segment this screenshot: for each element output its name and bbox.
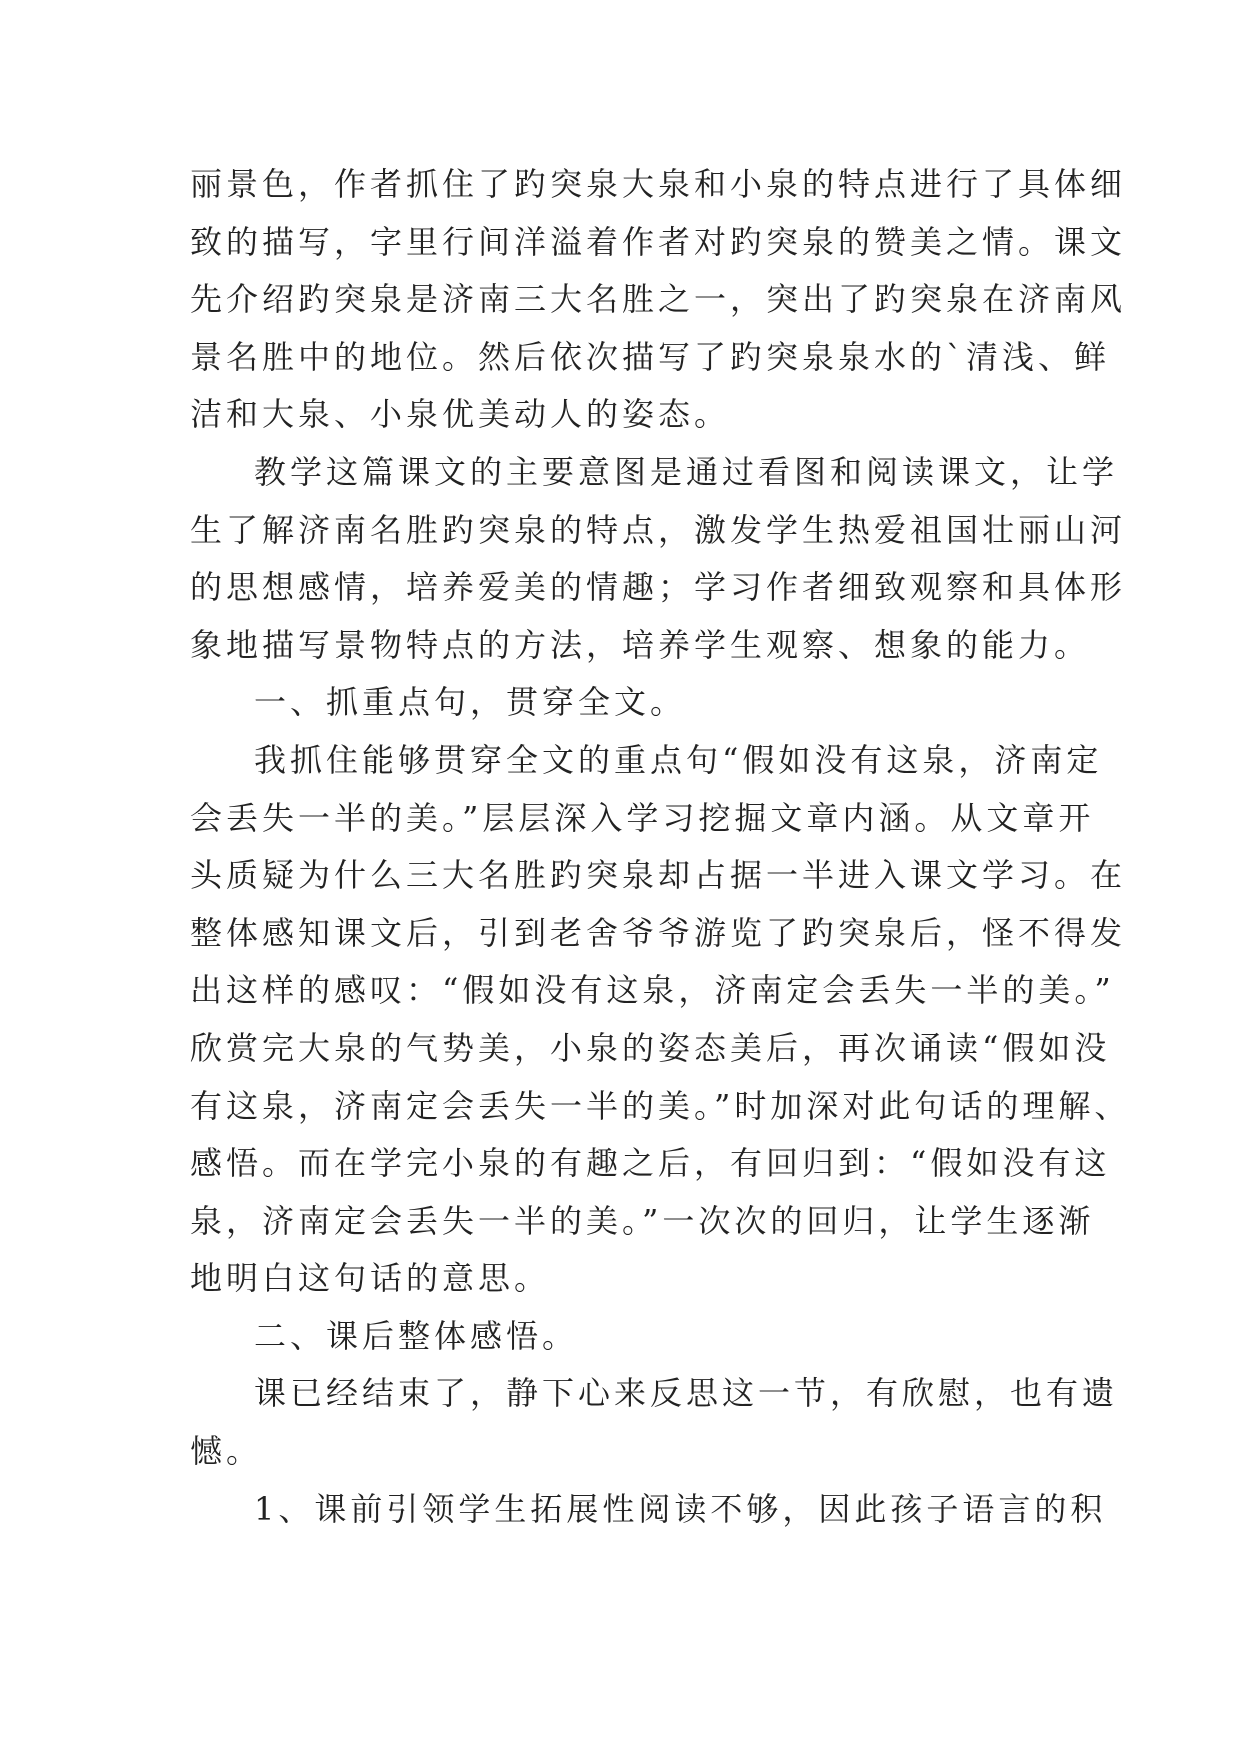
text-line: 的思想感情，培养爱美的情趣；学习作者细致观察和具体形: [190, 568, 1127, 607]
text-line: 有这泉，济南定会丢失一半的美。”时加深对此句话的理解、: [190, 1086, 1131, 1125]
text-line: 头质疑为什么三大名胜趵突泉却占据一半进入课文学习。在: [190, 856, 1127, 895]
text-line: 丽景色，作者抓住了趵突泉大泉和小泉的特点进行了具体细: [190, 165, 1127, 203]
text-line: 感悟。而在学完小泉的有趣之后，有回归到：“假如没有这: [190, 1144, 1111, 1183]
section-heading: 二、课后整体感悟。: [254, 1316, 579, 1355]
text-line: 洁和大泉、小泉优美动人的姿态。: [190, 395, 731, 434]
text-line: 出这样的感叹：“假如没有这泉，济南定会丢失一半的美。”: [190, 971, 1115, 1010]
text-line: 会丢失一半的美。”层层深入学习挖掘文章内涵。从文章开: [190, 798, 1095, 837]
text-line: 致的描写，字里行间洋溢着作者对趵突泉的赞美之情。课文: [190, 222, 1127, 261]
text-line: 课已经结束了，静下心来反思这一节，有欣慰，也有遗: [254, 1374, 1119, 1413]
text-line: 先介绍趵突泉是济南三大名胜之一，突出了趵突泉在济南风: [190, 280, 1127, 319]
text-line: 地明白这句话的意思。: [190, 1259, 551, 1298]
text-line: 泉，济南定会丢失一半的美。”一次次的回归，让学生逐渐: [190, 1201, 1095, 1240]
text-line: 1、课前引领学生拓展性阅读不够，因此孩子语言的积: [254, 1489, 1107, 1528]
section-heading: 一、抓重点句，贯穿全文。: [254, 683, 687, 722]
text-line: 我抓住能够贯穿全文的重点句“假如没有这泉，济南定: [254, 740, 1103, 779]
text-line: 景名胜中的地位。然后依次描写了趵突泉泉水的`清浅、鲜: [190, 337, 1111, 376]
text-line: 象地描写景物特点的方法，培养学生观察、想象的能力。: [190, 625, 1091, 664]
body-text: [190, 156, 1131, 1538]
text-line: 生了解济南名胜趵突泉的特点，激发学生热爱祖国壮丽山河: [190, 510, 1127, 549]
text-line: 整体感知课文后，引到老舍爷爷游览了趵突泉后，怪不得发: [190, 913, 1127, 952]
text-line: 欣赏完大泉的气势美，小泉的姿态美后，再次诵读“假如没: [190, 1028, 1111, 1067]
text-line: 教学这篇课文的主要意图是通过看图和阅读课文，让学: [254, 452, 1119, 491]
text-line: 憾。: [190, 1432, 263, 1471]
